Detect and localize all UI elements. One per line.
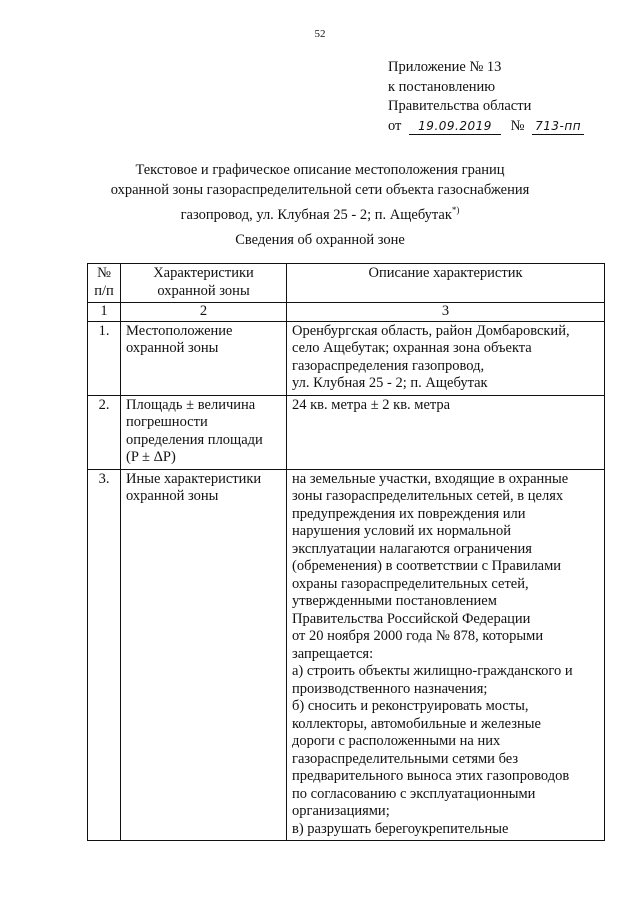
document-title xyxy=(0,160,640,225)
header-number: № п/п xyxy=(88,264,121,303)
table-row xyxy=(88,469,605,841)
row-characteristic: Местоположение охранной зоны xyxy=(121,321,287,395)
column-number-2: 2 xyxy=(121,303,287,322)
row-number: 3. xyxy=(88,469,121,841)
row-description: на земельные участки, входящие в охранные зоны газораспределительных сетей, в целях предупреждения их повреждения или нарушения условий их нормальной эксплуатации налагаются ограничения (обременения) в соответствии с Правилами охраны газораспределительных сетей, утвержденными постановлением Правительства Российской Федерации от 20 ноября 2000 года № 878, которыми запрещается: а) строить объекты жилищно-гражданского и производственного назначения; б) сносить и реконструировать мосты, коллекторы, автомобильные и железные дороги с расположенными на них газораспределительными сетями без предварительного выноса этих газопроводов по согласованию с эксплуатационными организациями; в) разрушать берегоукрепительные xyxy=(287,469,605,841)
section-subtitle: Сведения об охранной зоне xyxy=(235,232,405,248)
title-line-2: охранной зоны газораспределительной сети объекта газоснабжения xyxy=(110,182,530,198)
appendix-date-line xyxy=(388,117,584,137)
header-description: Описание характеристик xyxy=(287,264,605,303)
page-number: 52 xyxy=(314,28,326,40)
protection-zone-table xyxy=(87,263,605,841)
column-number-1: 1 xyxy=(88,303,121,322)
column-number-3: 3 xyxy=(287,303,605,322)
title-line-1: Текстовое и графическое описание местоположения границ xyxy=(135,162,505,178)
appendix-resolution: к постановлению xyxy=(388,78,496,95)
table-column-number-row xyxy=(88,303,605,322)
title-line-3 xyxy=(0,200,640,225)
table-row xyxy=(88,321,605,395)
row-description: Оренбургская область, район Домбаровский, село Ащебутак; охранная зона объекта газораспределения газопровод, ул. Клубная 25 - 2; п. Ащебутак xyxy=(287,321,605,395)
table-header-row xyxy=(88,264,605,303)
footnote-mark: *) xyxy=(451,205,460,215)
appendix-government: Правительства области xyxy=(388,98,532,114)
row-number: 2. xyxy=(88,395,121,469)
row-characteristic: Иные характеристики охранной зоны xyxy=(121,469,287,841)
handwritten-date: 19.09.2019 xyxy=(409,119,501,135)
appendix-title: Приложение № 13 xyxy=(388,59,502,75)
title-line-3-text: газопровод, ул. Клубная 25 - 2; п. Ащебутак xyxy=(180,207,452,223)
table-row xyxy=(88,395,605,469)
handwritten-number: 713-пп xyxy=(532,119,584,135)
row-number: 1. xyxy=(88,321,121,395)
from-prefix: от xyxy=(388,117,402,134)
row-characteristic: Площадь ± величина погрешности определения площади (P ± ΔP) xyxy=(121,395,287,469)
row-description: 24 кв. метра ± 2 кв. метра xyxy=(287,395,605,469)
appendix-block xyxy=(388,58,584,136)
header-characteristic: Характеристики охранной зоны xyxy=(121,264,287,303)
number-prefix: № xyxy=(510,117,525,134)
